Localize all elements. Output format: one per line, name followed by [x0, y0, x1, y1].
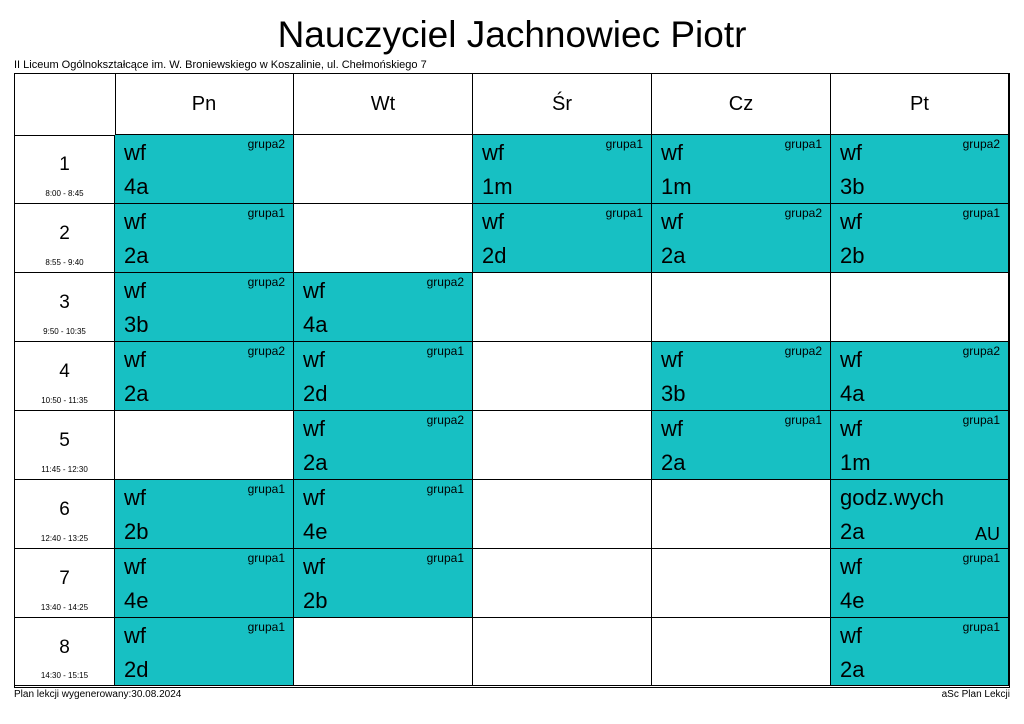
period-header: [15, 342, 115, 411]
page-title: Nauczyciel Jachnowiec Piotr: [277, 14, 747, 55]
lesson-group: grupa2: [426, 413, 464, 427]
lesson-class: 1m: [482, 174, 513, 199]
school-address: II Liceum Ogólnokształcące im. W. Broniewskiego w Koszalinie, ul. Chełmońskiego 7: [14, 59, 427, 71]
period-number: 6: [59, 499, 70, 520]
empty-cell: [115, 411, 294, 480]
lesson-cell: [831, 480, 1009, 549]
lesson-group: grupa1: [247, 206, 285, 220]
lesson-cell: [831, 204, 1009, 273]
lesson-subject: wf: [661, 209, 683, 234]
corner-cell: [15, 74, 116, 136]
lesson-cell: [831, 135, 1009, 204]
empty-cell: [473, 618, 652, 686]
period-time: 14:30 - 15:15: [40, 671, 89, 680]
lesson-cell: [652, 411, 831, 480]
lesson-group: grupa1: [247, 551, 285, 565]
lesson-subject: wf: [124, 485, 146, 510]
lesson-group: grupa1: [962, 413, 1000, 427]
period-header: [15, 135, 115, 204]
lesson-group: grupa1: [605, 137, 643, 151]
lesson-group: grupa1: [247, 620, 285, 634]
day-header: Pn: [115, 74, 294, 135]
period-time: 11:45 - 12:30: [41, 465, 88, 474]
lesson-group: grupa1: [426, 551, 464, 565]
lesson-class: 2a: [124, 243, 149, 268]
lesson-group: grupa1: [784, 137, 822, 151]
lesson-group: grupa1: [605, 206, 643, 220]
lesson-group: grupa2: [784, 206, 822, 220]
lesson-subject: wf: [303, 485, 325, 510]
lesson-subject: wf: [303, 554, 325, 579]
day-header: Wt: [294, 74, 473, 135]
lesson-cell: [294, 549, 473, 618]
period-time: 8:00 - 8:45: [45, 189, 84, 198]
lesson-subject: wf: [661, 416, 683, 441]
lesson-group: grupa2: [962, 137, 1000, 151]
period-time: 9:50 - 10:35: [43, 327, 86, 336]
lesson-group: grupa2: [247, 275, 285, 289]
period-time: 12:40 - 13:25: [40, 534, 89, 543]
lesson-class: 3b: [661, 381, 686, 406]
period-number: 5: [59, 430, 70, 451]
lesson-group: grupa1: [247, 482, 285, 496]
lesson-cell: [294, 273, 473, 342]
lesson-class: 1m: [661, 174, 692, 199]
lesson-cell: [831, 618, 1009, 686]
period-number: 2: [59, 223, 70, 244]
lesson-cell: [115, 273, 294, 342]
lesson-subject: wf: [482, 140, 504, 165]
lesson-class: 4e: [840, 588, 865, 613]
lesson-class: 2d: [124, 657, 149, 682]
software-credit: aSc Plan Lekcji: [941, 689, 1010, 700]
empty-cell: [473, 273, 652, 342]
empty-cell: [473, 549, 652, 618]
empty-cell: [652, 273, 831, 342]
lesson-cell: [115, 135, 294, 204]
lesson-subject: wf: [124, 623, 146, 648]
lesson-cell: [115, 549, 294, 618]
lesson-subject: wf: [303, 416, 325, 441]
day-header: Cz: [652, 74, 831, 135]
lesson-subject: wf: [661, 140, 683, 165]
lesson-subject: wf: [124, 140, 146, 165]
lesson-cell: [652, 135, 831, 204]
lesson-subject: wf: [840, 140, 862, 165]
empty-cell: [652, 480, 831, 549]
lesson-class: 2b: [840, 243, 865, 268]
lesson-subject: wf: [840, 347, 862, 372]
period-header: [15, 480, 115, 549]
period-header: [15, 618, 115, 686]
lesson-group: grupa1: [426, 482, 464, 496]
lesson-class: 2a: [840, 657, 865, 682]
empty-cell: [473, 342, 652, 411]
lesson-class: 2a: [303, 450, 328, 475]
lesson-group: grupa2: [247, 137, 285, 151]
lesson-class: 2b: [124, 519, 149, 544]
period-number: 4: [59, 361, 70, 382]
lesson-class: 4e: [303, 519, 328, 544]
lesson-cell: [294, 342, 473, 411]
lesson-subject: godz.wych: [840, 485, 944, 510]
lesson-cell: [831, 342, 1009, 411]
day-header: Pt: [831, 74, 1009, 135]
lesson-class: 4a: [840, 381, 865, 406]
period-time: 8:55 - 9:40: [45, 258, 84, 267]
day-header: Śr: [473, 74, 652, 135]
lesson-cell: [473, 135, 652, 204]
empty-cell: [294, 135, 473, 204]
lesson-subject: wf: [840, 209, 862, 234]
empty-cell: [473, 480, 652, 549]
lesson-class: 2a: [661, 243, 686, 268]
lesson-class: 2b: [303, 588, 328, 613]
lesson-cell: [831, 549, 1009, 618]
lesson-group: grupa1: [784, 413, 822, 427]
period-number: 1: [59, 154, 70, 175]
lesson-group: grupa1: [962, 206, 1000, 220]
lesson-class: 2a: [124, 381, 149, 406]
lesson-group: grupa2: [784, 344, 822, 358]
lesson-subject: wf: [840, 623, 862, 648]
lesson-cell: [115, 480, 294, 549]
period-number: 8: [59, 637, 70, 658]
lesson-class: 4a: [303, 312, 328, 337]
lesson-subject: wf: [303, 278, 325, 303]
lesson-subject: wf: [482, 209, 504, 234]
lesson-group: grupa1: [426, 344, 464, 358]
lesson-group: grupa2: [426, 275, 464, 289]
lesson-subject: wf: [124, 554, 146, 579]
lesson-class: 3b: [124, 312, 149, 337]
lesson-subject: wf: [124, 278, 146, 303]
lesson-cell: [652, 342, 831, 411]
lesson-subject: wf: [661, 347, 683, 372]
lesson-cell: [473, 204, 652, 273]
period-time: 10:50 - 11:35: [41, 396, 88, 405]
lesson-class: 1m: [840, 450, 871, 475]
lesson-cell: [294, 480, 473, 549]
empty-cell: [294, 204, 473, 273]
generated-date: Plan lekcji wygenerowany:30.08.2024: [14, 689, 182, 700]
period-number: 7: [59, 568, 70, 589]
period-header: [15, 411, 115, 480]
lesson-class: 2d: [303, 381, 328, 406]
lesson-subject: wf: [303, 347, 325, 372]
lesson-cell: [115, 342, 294, 411]
empty-cell: [652, 549, 831, 618]
period-time: 13:40 - 14:25: [40, 603, 89, 612]
empty-cell: [652, 618, 831, 686]
lesson-group: grupa1: [962, 620, 1000, 634]
empty-cell: [473, 411, 652, 480]
lesson-subject: wf: [124, 209, 146, 234]
lesson-class: 2a: [661, 450, 686, 475]
period-header: [15, 549, 115, 618]
period-header: [15, 204, 115, 273]
empty-cell: [294, 618, 473, 686]
timetable-grid: [14, 73, 1010, 688]
lesson-cell: [115, 204, 294, 273]
lesson-subject: wf: [840, 416, 862, 441]
period-number: 3: [59, 292, 70, 313]
lesson-group: grupa2: [962, 344, 1000, 358]
lesson-class: 3b: [840, 174, 865, 199]
lesson-class: 2a: [840, 519, 865, 544]
empty-cell: [831, 273, 1009, 342]
lesson-subject: wf: [124, 347, 146, 372]
lesson-cell: [652, 204, 831, 273]
period-header: [15, 273, 115, 342]
lesson-cell: [831, 411, 1009, 480]
lesson-cell: [294, 411, 473, 480]
lesson-class: 4e: [124, 588, 149, 613]
lesson-class: 4a: [124, 174, 149, 199]
lesson-group: grupa1: [962, 551, 1000, 565]
lesson-class: 2d: [482, 243, 507, 268]
lesson-cell: [115, 618, 294, 686]
lesson-subject: wf: [840, 554, 862, 579]
lesson-group: grupa2: [247, 344, 285, 358]
lesson-room: AU: [974, 524, 1000, 544]
